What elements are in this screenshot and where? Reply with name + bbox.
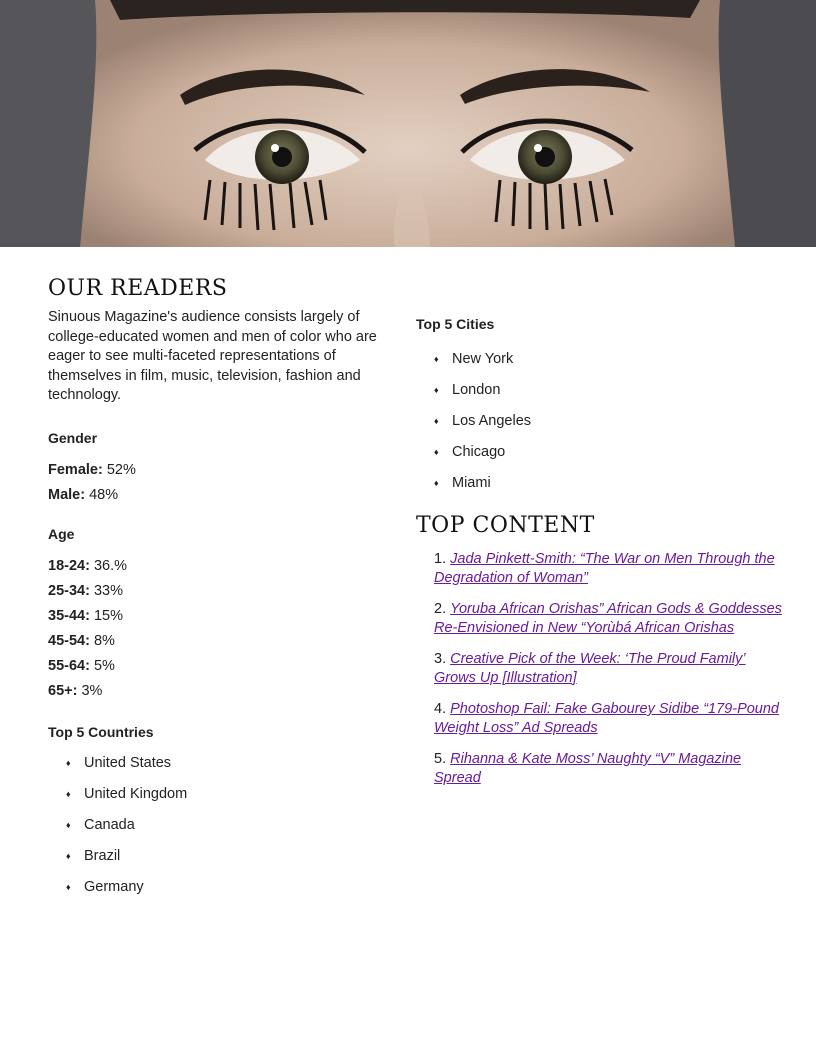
stat-value: 15%	[93, 607, 123, 624]
hero-portrait-image	[0, 0, 816, 247]
gender-stats	[48, 458, 388, 508]
stat-label: 55-64:	[48, 657, 90, 674]
item-number: 4.	[434, 701, 447, 717]
age-stat	[48, 679, 388, 704]
list-item: ♦ Miami	[434, 468, 786, 499]
article-link[interactable]: Creative Pick of the Week: ‘The Proud Family’ Grows Up [Illustration]	[434, 651, 746, 686]
stat-label: Female:	[48, 461, 103, 478]
countries-heading: Top 5 Countries	[48, 723, 154, 740]
stat-value: 3%	[81, 682, 103, 699]
item-number: 1.	[434, 551, 447, 567]
cities-heading: Top 5 Cities	[416, 316, 495, 332]
list-item	[434, 600, 786, 638]
item-number: 2.	[434, 601, 447, 617]
stat-value: 5%	[93, 657, 115, 674]
age-stat	[48, 629, 388, 654]
list-item: ♦ London	[434, 375, 786, 406]
stat-label: Male:	[48, 486, 86, 503]
stat-value: 8%	[93, 632, 115, 649]
top-content-list	[416, 550, 786, 788]
stat-label: 35-44:	[48, 607, 90, 624]
right-column	[416, 276, 786, 800]
stat-label: 45-54:	[48, 632, 90, 649]
list-item: ♦ United Kingdom	[66, 779, 388, 810]
stat-label: 25-34:	[48, 582, 90, 599]
age-stat	[48, 604, 388, 629]
article-link[interactable]: Photoshop Fail: Fake Gabourey Sidibe “179-Pound Weight Loss” Ad Spreads	[434, 701, 779, 736]
stat-label: 18-24:	[48, 557, 90, 574]
article-link[interactable]: Yoruba African Orishas” African Gods & Goddesses Re-Envisioned in New “Yorùbá African Orishas	[434, 601, 782, 636]
portrait-eyes-icon	[0, 0, 816, 247]
article-link[interactable]: Rihanna & Kate Moss’ Naughty “V” Magazine Spread	[434, 751, 742, 786]
stat-value: 33%	[93, 582, 123, 599]
age-stat	[48, 654, 388, 679]
list-item	[434, 700, 786, 738]
gender-stat-male	[48, 483, 388, 508]
article-link[interactable]: Jada Pinkett-Smith: “The War on Men Through the Degradation of Woman”	[434, 551, 775, 586]
list-item	[434, 650, 786, 688]
list-item: ♦ Chicago	[434, 437, 786, 468]
list-item: ♦ Canada	[66, 810, 388, 841]
item-number: 5.	[434, 751, 447, 767]
item-number: 3.	[434, 651, 447, 667]
readers-section	[48, 276, 388, 903]
cities-list	[416, 344, 786, 499]
age-stat	[48, 579, 388, 604]
age-stat	[48, 554, 388, 579]
top-content-title: TOP CONTENT	[416, 513, 595, 538]
list-item: ♦ Germany	[66, 872, 388, 903]
stat-value: 48%	[89, 486, 119, 503]
list-item: ♦ Los Angeles	[434, 406, 786, 437]
stat-label: 65+:	[48, 682, 78, 699]
age-heading: Age	[48, 525, 75, 542]
list-item: ♦ Brazil	[66, 841, 388, 872]
readers-intro: Sinuous Magazine's audience consists largely of college-educated women and men of color who are eager to see multi-faceted representations of themselves in film, music, television, fashion and technology.	[48, 309, 377, 403]
countries-list	[48, 748, 388, 903]
list-item: ♦ United States	[66, 748, 388, 779]
stat-value: 36.%	[93, 557, 128, 574]
list-item	[434, 550, 786, 588]
gender-stat-female	[48, 458, 388, 483]
list-item	[434, 750, 786, 788]
readers-title: OUR READERS	[48, 276, 228, 301]
age-stats	[48, 554, 388, 704]
list-item: ♦ New York	[434, 344, 786, 375]
stat-value: 52%	[106, 461, 136, 478]
gender-heading: Gender	[48, 429, 98, 446]
